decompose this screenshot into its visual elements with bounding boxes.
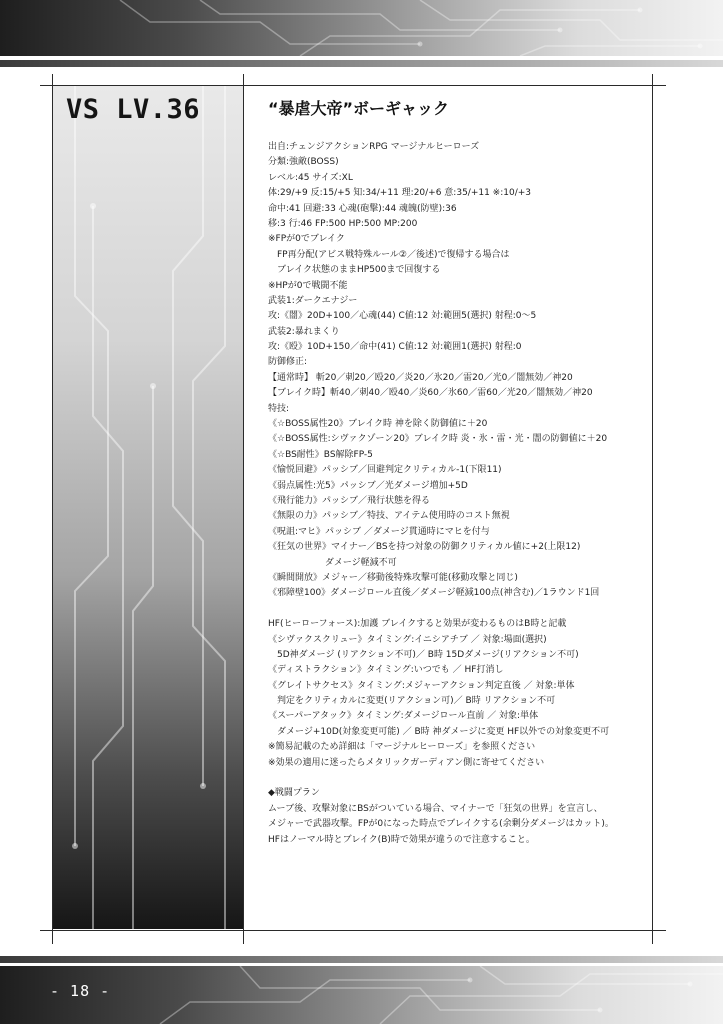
stat-line: 攻:《殴》10D+150／命中(41) C値:12 対:範囲1(選択) 射程:0 — [268, 342, 522, 353]
plan-line: HFはノーマル時とブレイク(B)時で効果が違うので注意すること。 — [268, 834, 535, 845]
stat-line: 《☆BOSS属性:シヴァクゾーン20》ブレイク時 炎・氷・雷・光・闇の防御値に＋20 — [268, 434, 608, 445]
stat-line: 《狂気の世界》マイナー／BSを持つ対象の防御クリティカル値に+2(上限12) — [268, 542, 581, 553]
stat-line: 武装1:ダークエナジー — [268, 295, 358, 306]
side-circuit-pattern — [53, 86, 243, 929]
stat-line: 移:3 行:46 FP:500 HP:500 MP:200 — [268, 218, 418, 229]
stat-line: ブレイク状態のままHP500まで回復する — [268, 265, 441, 276]
stat-line: 《飛行能力》パッシブ／飛行状態を得る — [268, 495, 431, 506]
level-title: VS LV.36 — [66, 94, 201, 125]
hf-line: ※簡易記載のため詳細は「マージナルヒーローズ」を参照ください — [268, 742, 536, 753]
frame-right-rule — [652, 74, 653, 944]
stat-line: 《無限の力》パッシブ／特技、アイテム使用時のコスト無視 — [268, 511, 510, 522]
stat-line: 《瞬間開放》メジャー／移動後特殊攻撃可能(移動攻撃と同じ) — [268, 572, 518, 583]
stat-line: 出自:チェンジアクションRPG マージナルヒーローズ — [268, 142, 480, 152]
stat-line: ※HPが0で戦闘不能 — [268, 280, 348, 291]
spacer — [268, 771, 650, 786]
stat-line: 攻:《闇》20D+100／心魂(44) C値:12 対:範囲5(選択) 射程:0～5 — [268, 311, 537, 322]
stat-line: FP再分配(アビス戦特殊ルール②／後述)で復帰する場合は — [268, 249, 510, 260]
stat-line: 分類:強敵(BOSS) — [268, 157, 339, 168]
hf-line: HF(ヒーローフォース):加護 ブレイクすると効果が変わるものはB時と記載 — [268, 619, 567, 630]
header-circuit-pattern — [0, 0, 723, 56]
hf-line: 《シヴァクスクリュー》タイミング:イニシアチブ ／ 対象:場面(選択) — [268, 634, 547, 645]
stat-line: レベル:45 サイズ:XL — [268, 172, 353, 183]
stat-line: 《弱点属性:光5》パッシブ／光ダメージ増加+5D — [268, 480, 468, 491]
stat-line: 《邪障壁100》ダメージロール直後／ダメージ軽減100点(神含む)／1ラウンド1回 — [268, 588, 600, 599]
hf-line: 《スーパーアタック》タイミング:ダメージロール直前 ／ 対象:単体 — [268, 711, 539, 722]
hf-line: 《グレイトサクセス》タイミング:メジャーアクション判定直後 ／ 対象:単体 — [268, 680, 575, 691]
spacer — [268, 602, 650, 617]
frame-middle-rule — [243, 74, 244, 944]
stat-line: 《愉悦回避》パッシブ／回避判定クリティカル-1(下限11) — [268, 465, 502, 476]
plan-heading: ◆戦闘プラン — [268, 788, 320, 799]
hf-line: 《ディストラクション》タイミング:いつでも ／ HF打消し — [268, 665, 504, 676]
stat-line: 《☆BS耐性》BS解除FP-5 — [268, 449, 373, 460]
stat-line: 【ブレイク時】斬40／刺40／殴40／炎60／氷60／雷60／光20／闇無効／神20 — [268, 388, 593, 399]
hf-line: ※効果の適用に迷ったらメタリックガーディアン側に寄せてください — [268, 757, 545, 768]
stat-line: 命中:41 回避:33 心魂(砲撃):44 魂魄(防壁):36 — [268, 203, 457, 214]
hf-line: 判定をクリティカルに変更(リアクション可)／ B時 リアクション不可 — [268, 696, 556, 707]
footer-stripe — [0, 956, 723, 963]
stat-line: 【通常時】 斬20／刺20／殴20／炎20／氷20／雷20／光0／闇無効／神20 — [268, 372, 573, 383]
stat-line: ダメージ軽減不可 — [268, 557, 397, 568]
frame-bottom-rule — [40, 930, 666, 931]
hf-line: 5D神ダメージ (リアクション不可)／ B時 15Dダメージ(リアクション不可) — [268, 649, 579, 660]
hf-line: ダメージ+10D(対象変更可能) ／ B時 神ダメージに変更 HF以外での対象変更不可 — [268, 726, 610, 737]
stat-line: 《呪詛:マヒ》パッシブ ／ダメージ貫通時にマヒを付与 — [268, 526, 490, 537]
stat-block — [268, 140, 650, 848]
plan-line: メジャーで武器攻撃。FPが0になった時点でブレイクする(余剰分ダメージはカット)。 — [268, 819, 614, 830]
enemy-name: “暴虐大帝”ボーギャック — [268, 99, 450, 118]
stat-line: 《☆BOSS属性20》ブレイク時 神を除く防御値に＋20 — [268, 419, 488, 430]
plan-line: ムーブ後、攻撃対象にBSがついている場合、マイナーで「狂気の世界」を宣言し、 — [268, 803, 603, 814]
stat-line: 特技: — [268, 403, 290, 414]
stat-line: 防御修正: — [268, 357, 308, 368]
stat-line: 武装2:暴れまくり — [268, 326, 340, 337]
stat-line: 体:29/+9 反:15/+5 知:34/+11 理:20/+6 意:35/+11 ※:10/+3 — [268, 188, 531, 199]
page-number: - 18 - — [50, 982, 111, 1000]
stat-line: ※FPが0でブレイク — [268, 234, 345, 245]
side-panel — [53, 86, 243, 929]
header-stripe — [0, 60, 723, 67]
